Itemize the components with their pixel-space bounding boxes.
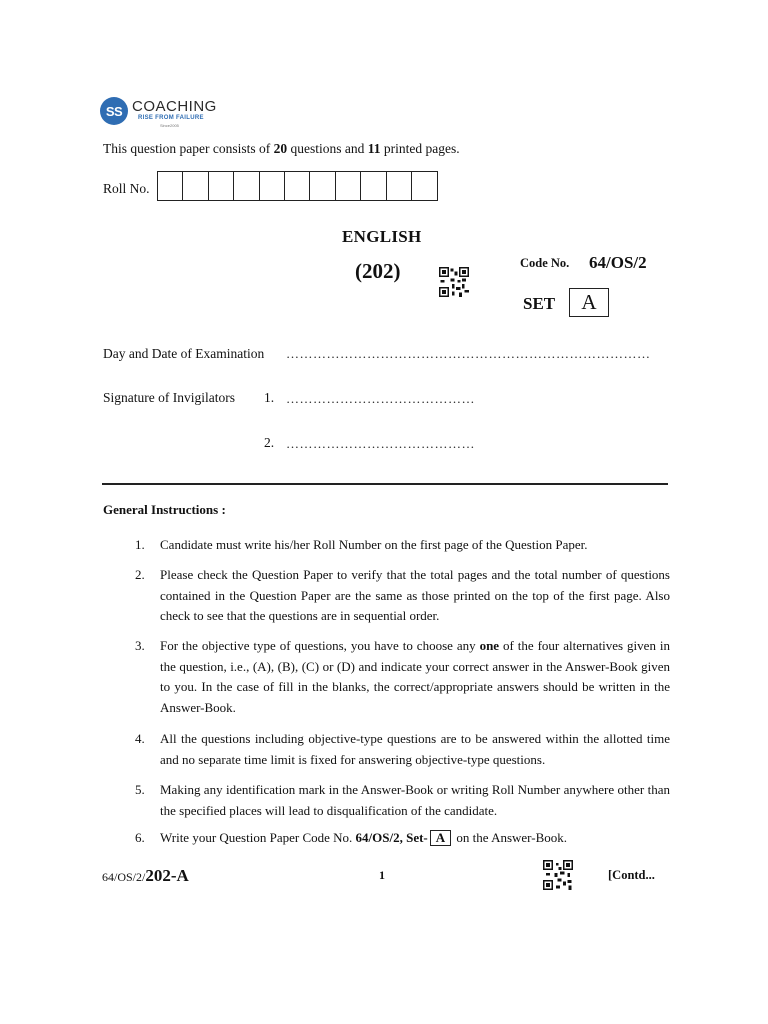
instruction-item [135, 780, 670, 821]
exam-date-field[interactable]: ……………………………………………………………………… [286, 346, 651, 361]
instruction-item [135, 535, 670, 556]
instruction-text-part: For the objective type of questions, you have to choose any [160, 638, 480, 653]
instruction-number: 3. [135, 638, 145, 653]
signature-field-2[interactable]: …………………………………… [286, 436, 475, 451]
intro-middle: questions and [287, 141, 368, 156]
instruction-emphasis: one [479, 638, 500, 653]
instruction-number: 6. [135, 830, 145, 845]
set-inline-box: A [430, 830, 451, 846]
page-count: 11 [367, 141, 381, 156]
signature-field-1[interactable]: …………………………………… [286, 391, 475, 406]
intro-suffix: printed pages. [380, 141, 460, 156]
roll-number-box[interactable] [336, 172, 361, 200]
instruction-text [160, 828, 670, 849]
footer-paper-code [102, 866, 189, 886]
logo-since: Since2005 [160, 123, 179, 128]
qr-code-icon [439, 267, 469, 297]
footer-code-prefix: 64/OS/2/ [102, 870, 146, 884]
logo-name: COACHING [132, 98, 217, 115]
intro-prefix: This question paper consists of [103, 141, 274, 156]
instruction-number: 4. [135, 731, 145, 746]
instruction-item [135, 729, 670, 770]
logo-tagline: RISE FROM FAILURE [138, 115, 204, 121]
roll-number-box[interactable] [361, 172, 386, 200]
roll-number-box[interactable] [158, 172, 183, 200]
instruction-item [135, 828, 670, 849]
set-label: SET [523, 294, 556, 313]
subject-code: (202) [355, 259, 401, 283]
instruction-emphasis: 64/OS/2, Set- [355, 830, 428, 845]
intro-line [103, 141, 460, 157]
instruction-text: Making any identification mark in the Answer-Book or writing Roll Number anywhere other than the specified places will lead to disqualification of the candidate. [160, 782, 670, 818]
footer-code-main: 202-A [145, 866, 189, 885]
code-value: 64/OS/2 [589, 253, 647, 272]
roll-number-box[interactable] [183, 172, 208, 200]
continued-label: [Contd... [608, 868, 655, 882]
roll-number-boxes[interactable] [157, 171, 438, 201]
code-label: Code No. [520, 256, 570, 270]
roll-number-box[interactable] [412, 172, 437, 200]
divider [102, 483, 668, 485]
roll-number-box[interactable] [310, 172, 335, 200]
instruction-text: Please check the Question Paper to verify that the total pages and the total number of questions contained in the Question Paper are the same as those printed on the top of the first page. Also check to see that the questions are in sequential order. [160, 567, 670, 623]
exam-date-label: Day and Date of Examination [103, 346, 265, 361]
page-number: 1 [379, 868, 385, 882]
set-box: A [569, 288, 609, 317]
instruction-number: 2. [135, 567, 145, 582]
logo-initials: SS [105, 103, 123, 119]
instruction-text: All the questions including objective-type questions are to be answered within the allotted time and no separate time limit is fixed for answering objective-type questions. [160, 731, 670, 767]
roll-number-box[interactable] [260, 172, 285, 200]
roll-number-box[interactable] [209, 172, 234, 200]
instruction-number: 5. [135, 782, 145, 797]
subject-name: ENGLISH [342, 227, 422, 246]
roll-number-box[interactable] [285, 172, 310, 200]
signature-number-1: 1. [264, 390, 275, 405]
footer-qr-code-icon [543, 860, 573, 890]
question-count: 20 [273, 141, 288, 156]
instruction-text-part: of the four alternatives given in the question, i.e., (A), (B), (C) or (D) and indicate your correct answer in the Answer-Book given to you. In the case of fill in the blanks, the correct/appropriate answers should be written in the Answer-Book. [160, 638, 670, 715]
instruction-text-part: Write your Question Paper Code No. [160, 830, 356, 845]
instruction-text [160, 636, 670, 718]
signature-label: Signature of Invigilators [103, 390, 235, 405]
logo-badge [100, 97, 128, 125]
instruction-text-part: on the Answer-Book. [453, 830, 567, 845]
roll-number-label: Roll No. [103, 181, 150, 196]
instruction-number: 1. [135, 537, 145, 552]
instructions-heading: General Instructions : [103, 502, 226, 517]
roll-number-box[interactable] [234, 172, 259, 200]
signature-number-2: 2. [264, 435, 275, 450]
instruction-item [135, 565, 670, 627]
instruction-text: Candidate must write his/her Roll Number on the first page of the Question Paper. [160, 537, 588, 552]
instruction-item [135, 636, 670, 718]
roll-number-box[interactable] [387, 172, 412, 200]
